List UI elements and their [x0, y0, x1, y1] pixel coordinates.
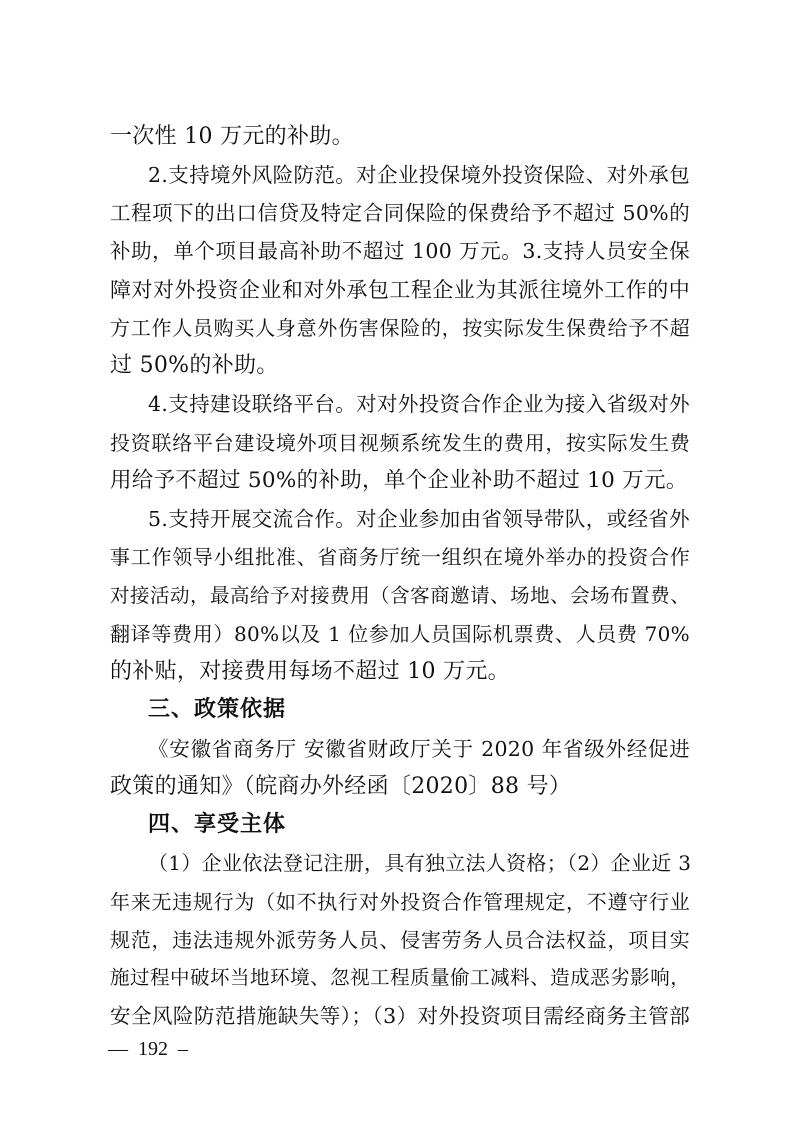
text-line: 方工作人员购买人身意外伤害保险的，按实际发生保费给予不超	[110, 316, 690, 340]
text-line: 2.支持境外风险防范。对企业投保境外投资保险、对外承包	[148, 163, 690, 187]
text-line: 的补贴，对接费用每场不超过 10 万元。	[110, 659, 510, 684]
text-line: 规范，违法违规外派劳务人员、侵害劳务人员合法权益，项目实	[110, 928, 690, 952]
section-heading: 三、政策依据	[148, 697, 287, 722]
footer-dash-right: –	[178, 1038, 188, 1060]
text-line: 一次性 10 万元的补助。	[110, 124, 354, 149]
text-line: 翻译等费用）80%以及 1 位参加人员国际机票费、人员费 70%	[110, 622, 690, 646]
text-line: （1）企业依法登记注册，具有独立法人资格；（2）企业近 3	[148, 851, 692, 875]
text-line: 年来无违规行为（如不执行对外投资合作管理规定，不遵守行业	[110, 890, 690, 914]
text-line: 5.支持开展交流合作。对企业参加由省领导带队，或经省外	[148, 507, 690, 531]
page-footer	[108, 1036, 188, 1062]
text-line: 过 50%的补助。	[110, 353, 279, 378]
text-line: 补助，单个项目最高补助不超过 100 万元。3.支持人员安全保	[110, 239, 690, 263]
section-heading: 四、享受主体	[148, 812, 287, 837]
text-line: 施过程中破坏当地环境、忽视工程质量偷工减料、造成恶劣影响，	[110, 966, 690, 989]
footer-dash-left: —	[108, 1038, 128, 1060]
text-line: 对接活动，最高给予对接费用（含客商邀请、场地、会场布置费、	[110, 584, 690, 607]
text-line: 4.支持建设联络平台。对对外投资合作企业为接入省级对外	[148, 392, 690, 416]
text-line: 投资联络平台建设境外项目视频系统发生的费用，按实际发生费	[110, 431, 690, 455]
text-line: 《安徽省商务厅 安徽省财政厅关于 2020 年省级外经促进	[148, 737, 690, 761]
text-line: 障对对外投资企业和对外承包工程企业为其派往境外工作的中	[110, 278, 690, 302]
text-line: 用给予不超过 50%的补助，单个企业补助不超过 10 万元。	[110, 468, 688, 493]
page-number: 192	[138, 1038, 168, 1060]
text-line: 工程项下的出口信贷及特定合同保险的保费给予不超过 50%的	[110, 201, 690, 225]
text-line: 事工作领导小组批准、省商务厅统一组织在境外举办的投资合作	[110, 545, 690, 569]
text-line: 安全风险防范措施缺失等）；（3）对外投资项目需经商务主管部	[110, 1004, 690, 1028]
text-line: 政策的通知》（皖商办外经函〔2020〕88 号）	[110, 774, 572, 799]
